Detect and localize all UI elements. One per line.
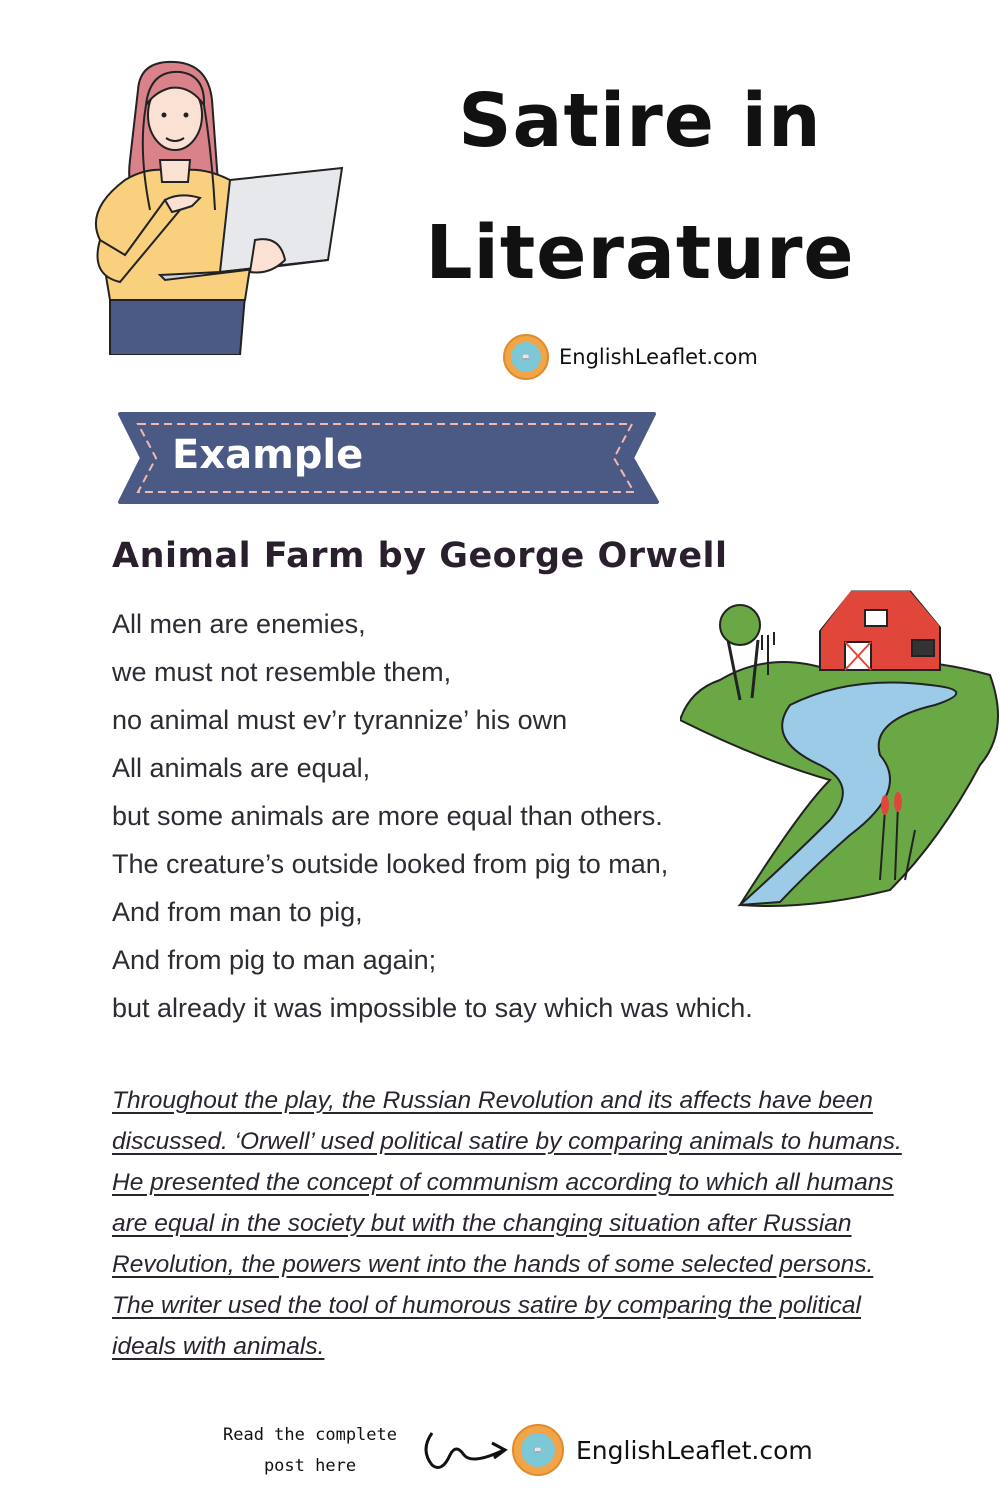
poem-line: The creature’s outside looked from pig to man, [112,849,669,879]
woman-with-laptop-icon [80,60,345,355]
poem-line: no animal must ev’r tyrannize’ his own [112,705,568,735]
page-title-line-1: Satire in [458,78,822,164]
logo-book-icon: 📖 [511,342,541,372]
footer-read-line-1: Read the complete [223,1425,397,1445]
commentary-paragraph: Throughout the play, the Russian Revolution and its affects have been discussed. ‘Orwell’ used political satire by comparing animals to humans. He presented the concept of communism according to which all humans are equal in the society but with the changing situation after Russian Revolution, the powers went into the hands of some selected persons. The writer used the tool of humorous satire by comparing the political ideals with animals. [112,1087,902,1360]
footer-read-line-2: post here [263,1456,357,1476]
curly-arrow-icon [412,1425,512,1475]
brand-text: EnglishLeaflet.com [559,345,758,369]
ribbon-label: Example [172,432,364,478]
footer-read-note [210,1420,410,1482]
poem-line: And from man to pig, [112,897,363,927]
english-leaflet-logo-icon [512,1424,564,1476]
poem-line: but some animals are more equal than others. [112,801,663,831]
poem-line: And from pig to man again; [112,945,437,975]
brand-text: EnglishLeaflet.com [576,1435,813,1465]
page-title-line-2: Literature [425,210,855,296]
poem-block [112,600,753,1032]
brand-link-top[interactable] [503,334,758,380]
book-title-heading: Animal Farm by George Orwell [112,536,728,576]
poem-line: but already it was impossible to say which was which. [112,993,753,1023]
english-leaflet-logo-icon [503,334,549,380]
poem-line: All animals are equal, [112,753,371,783]
brand-link-bottom[interactable] [512,1424,813,1476]
farm-landscape-icon [680,580,1000,910]
poem-line: we must not resemble them, [112,657,452,687]
poem-line: All men are enemies, [112,609,366,639]
logo-book-icon: 📖 [521,1433,555,1467]
